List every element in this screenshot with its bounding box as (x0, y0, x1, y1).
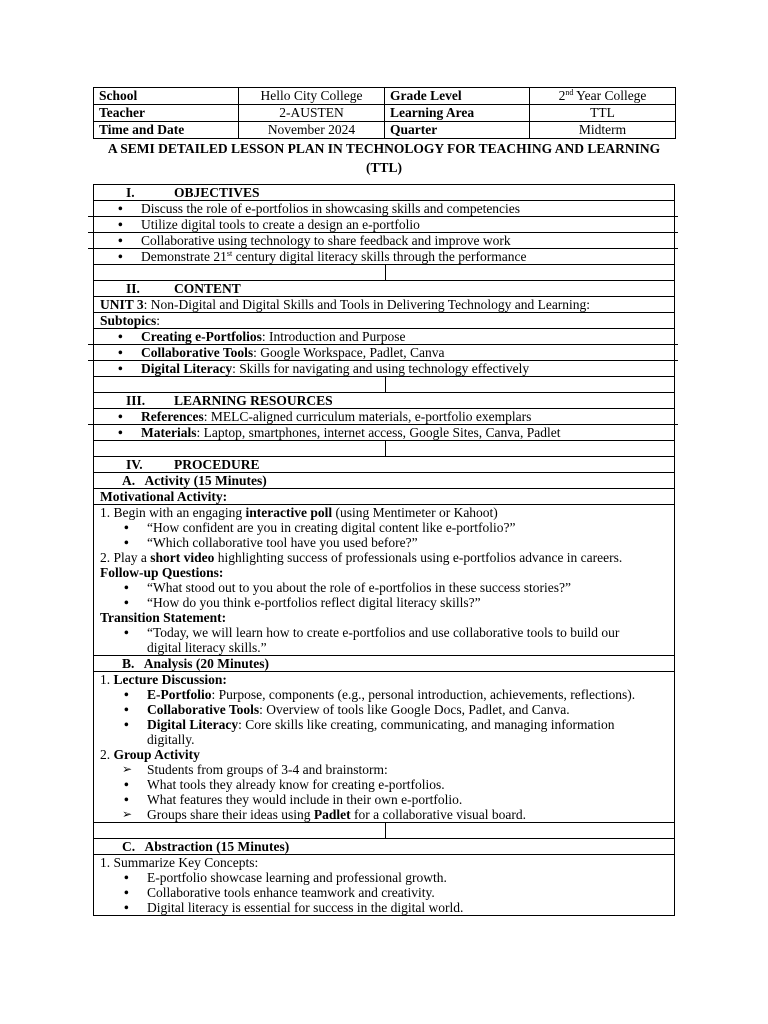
objectives-list (94, 201, 674, 265)
header-row-time (94, 122, 676, 139)
summary-item: • Collaborative tools enhance teamwork and creativity. (100, 885, 670, 900)
lecture-item: • E-Portfolio: Purpose, components (e.g., personal introduction, achievements, reflections). (100, 687, 670, 702)
resource-item: • Materials: Laptop, smartphones, internet access, Google Sites, Canva, Padlet (88, 425, 678, 440)
subtopic-item: • Creating e-Portfolios: Introduction and Purpose (88, 329, 678, 345)
summary-list (100, 870, 670, 915)
school-label: School (94, 88, 239, 105)
followup-item: • “What stood out to you about the role of e-portfolios in these success stories?” (100, 580, 670, 595)
grade-value: 2nd Year College (530, 88, 676, 105)
objective-item: • Utilize digital tools to create a design an e-portfolio (88, 217, 678, 233)
objectives-heading: I. OBJECTIVES (94, 185, 674, 201)
poll-item: • “How confident are you in creating digital content like e-portfolio?” (100, 520, 670, 535)
quarter-label: Quarter (385, 122, 530, 139)
poll-item: • “Which collaborative tool have you used before?” (100, 535, 670, 550)
group-label: 2. Group Activity (100, 747, 200, 762)
subtopic-item: • Digital Literacy: Skills for navigating and using technology effectively (88, 361, 678, 376)
area-value: TTL (530, 105, 676, 122)
content-heading: II. CONTENT (94, 281, 674, 297)
summary-item: • E-portfolio showcase learning and professional growth. (100, 870, 670, 885)
lesson-plan-body (93, 184, 675, 916)
procedure-heading: IV. PROCEDURE (94, 457, 674, 473)
activity-body (94, 505, 674, 656)
resources-heading: III. LEARNING RESOURCES (94, 393, 674, 409)
spacer-row (94, 823, 674, 839)
summarize-label: 1. Summarize Key Concepts: (100, 855, 259, 870)
poll-list (100, 520, 670, 550)
activity-heading: A. Activity (15 Minutes) (94, 473, 674, 489)
time-value: November 2024 (239, 122, 385, 139)
spacer-row (94, 265, 674, 281)
subtopics-row: Subtopics: (94, 313, 674, 329)
teacher-label: Teacher (94, 105, 239, 122)
group-list (100, 762, 670, 822)
subtopics-list (94, 329, 674, 377)
lecture-item: • Digital Literacy: Core skills like creating, communicating, and managing information digitally. (100, 717, 670, 747)
followup-label: Follow-up Questions: (100, 565, 224, 580)
followup-list (100, 580, 670, 610)
group-item: • What features they would include in their own e-portfolio. (100, 792, 670, 807)
lesson-plan-page (93, 87, 675, 916)
abstraction-heading: C. Abstraction (15 Minutes) (94, 839, 674, 855)
school-value: Hello City College (239, 88, 385, 105)
unit-row: UNIT 3: Non-Digital and Digital Skills and Tools in Delivering Technology and Learning: (94, 297, 674, 313)
group-arrow-item: ➢ Groups share their ideas using Padlet for a collaborative visual board. (100, 807, 670, 822)
abstraction-body (94, 855, 674, 915)
objective-item: • Collaborative using technology to share feedback and improve work (88, 233, 678, 249)
spacer-row (94, 441, 674, 457)
teacher-value: 2-AUSTEN (239, 105, 385, 122)
followup-item: • “How do you think e-portfolios reflect digital literacy skills?” (100, 595, 670, 610)
analysis-heading: B. Analysis (20 Minutes) (94, 656, 674, 672)
lecture-list (100, 687, 670, 747)
motivational-row: Motivational Activity: (94, 489, 674, 505)
summary-item: • Digital literacy is essential for success in the digital world. (100, 900, 670, 915)
header-table (93, 87, 676, 139)
lecture-item: • Collaborative Tools: Overview of tools like Google Docs, Padlet, and Canva. (100, 702, 670, 717)
objective-item: • Discuss the role of e-portfolios in showcasing skills and competencies (88, 201, 678, 217)
step1-text: 1. Begin with an engaging interactive poll (using Mentimeter or Kahoot) (100, 505, 498, 520)
header-row-school (94, 88, 676, 105)
grade-label: Grade Level (385, 88, 530, 105)
document-title: A SEMI DETAILED LESSON PLAN IN TECHNOLOGY FOR TEACHING AND LEARNING (TTL) (107, 141, 661, 175)
transition-label: Transition Statement: (100, 610, 227, 625)
time-label: Time and Date (94, 122, 239, 139)
group-arrow-item: ➢ Students from groups of 3-4 and brainstorm: (100, 762, 670, 777)
header-row-teacher (94, 105, 676, 122)
step2-text: 2. Play a short video highlighting success of professionals using e-portfolios advance in careers. (100, 550, 623, 565)
analysis-body (94, 672, 674, 823)
quarter-value: Midterm (530, 122, 676, 139)
resources-list (94, 409, 674, 441)
transition-item: • “Today, we will learn how to create e-portfolios and use collaborative tools to build our digital literacy skills.” (100, 625, 670, 655)
area-label: Learning Area (385, 105, 530, 122)
subtopic-item: • Collaborative Tools: Google Workspace, Padlet, Canva (88, 345, 678, 361)
spacer-row (94, 377, 674, 393)
group-item: • What tools they already know for creating e-portfolios. (100, 777, 670, 792)
lecture-label: 1. Lecture Discussion: (100, 672, 227, 687)
resource-item: • References: MELC-aligned curriculum materials, e-portfolio exemplars (88, 409, 678, 425)
objective-item: • Demonstrate 21st century digital literacy skills through the performance (88, 249, 678, 264)
transition-list (100, 625, 670, 655)
